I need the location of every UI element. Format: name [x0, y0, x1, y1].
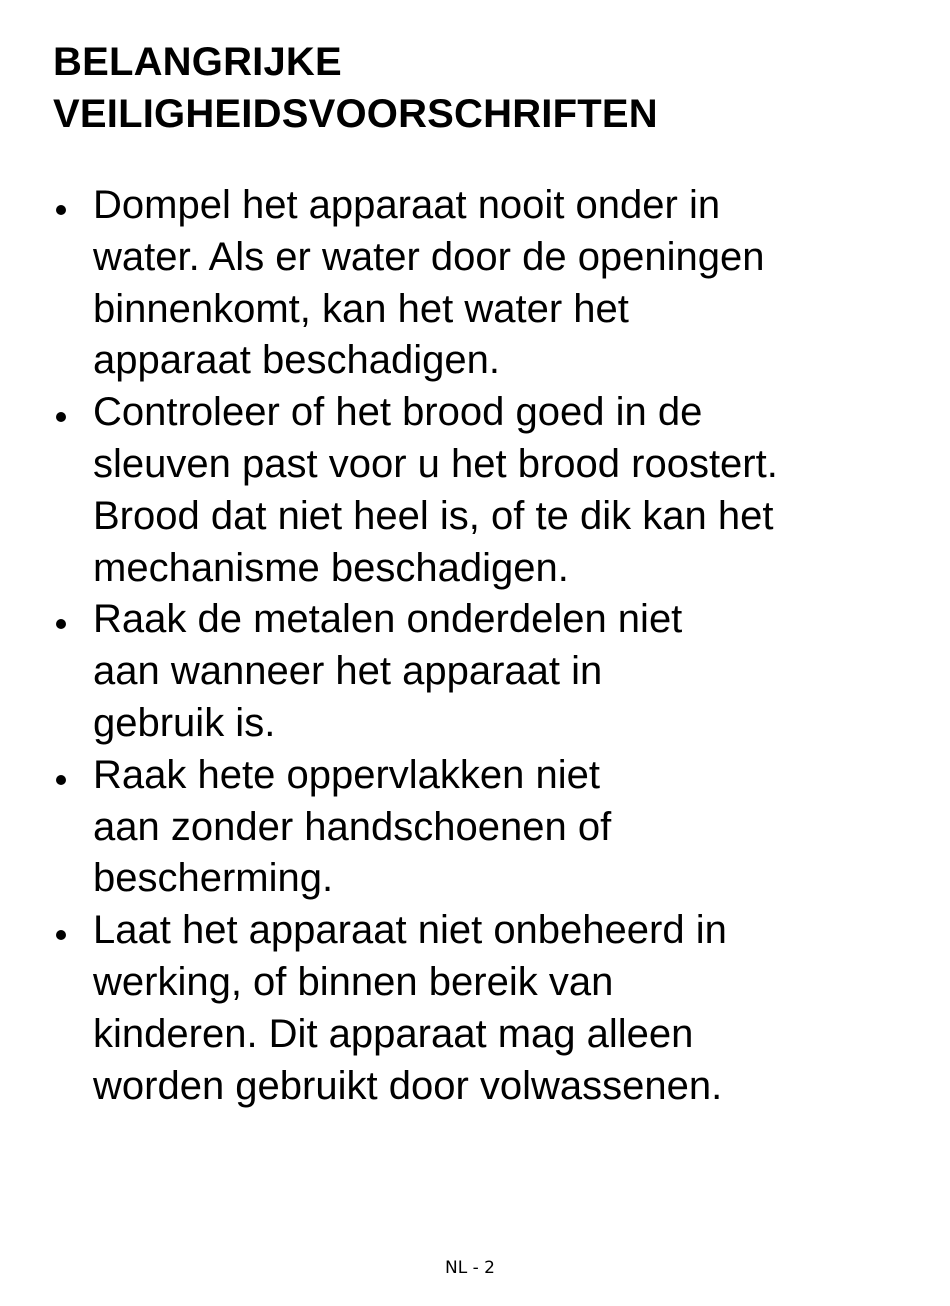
instruction-line: Dompel het apparaat nooit onder in [93, 183, 721, 227]
page-title-line: BELANGRIJKE [53, 40, 342, 84]
page-title-line: VEILIGHEIDSVOORSCHRIFTEN [53, 92, 658, 136]
instruction-line: binnenkomt, kan het water het [93, 286, 629, 331]
bullet-point-icon [56, 412, 66, 422]
instruction-line: Raak hete oppervlakken niet [93, 752, 600, 797]
safety-instruction-text [93, 180, 950, 387]
safety-instruction-text [93, 905, 950, 1112]
instruction-line: apparaat beschadigen. [93, 338, 500, 383]
instruction-line: aan zonder handschoenen of [93, 804, 612, 849]
instruction-line: sleuven past voor u het brood roostert. [93, 441, 778, 486]
page-number: NL - 2 [445, 1258, 495, 1278]
instruction-line: kinderen. Dit apparaat mag alleen [93, 1011, 694, 1056]
safety-instruction-item [0, 905, 950, 1112]
safety-instruction-item [0, 750, 950, 905]
bullet-point-icon [56, 775, 66, 785]
bullet-point-icon [56, 619, 66, 629]
instruction-line: aan wanneer het apparaat in [93, 649, 603, 694]
safety-instruction-text [93, 387, 950, 594]
instruction-line: bescherming. [93, 856, 334, 901]
instruction-line: Laat het apparaat niet onbeheerd in [93, 908, 727, 953]
instruction-line: Raak de metalen onderdelen niet [93, 597, 683, 642]
instruction-line: worden gebruikt door volwassenen. [93, 1063, 723, 1108]
page-title [53, 36, 658, 140]
bullet-point-icon [56, 930, 66, 940]
safety-instructions-list [0, 180, 950, 1112]
safety-instruction-item [0, 594, 950, 749]
instruction-line: werking, of binnen bereik van [93, 959, 614, 1004]
safety-instruction-text [93, 594, 950, 749]
instruction-line: water. Als er water door de openingen [93, 234, 765, 279]
safety-instruction-item [0, 387, 950, 594]
instruction-line: Brood dat niet heel is, of te dik kan het [93, 493, 774, 538]
safety-instruction-item [0, 180, 950, 387]
safety-instruction-text [93, 750, 950, 905]
bullet-point-icon [56, 205, 66, 215]
instruction-line: Controleer of het brood goed in de [93, 390, 703, 435]
instruction-line: gebruik is. [93, 700, 276, 745]
instruction-line: mechanisme beschadigen. [93, 545, 569, 590]
